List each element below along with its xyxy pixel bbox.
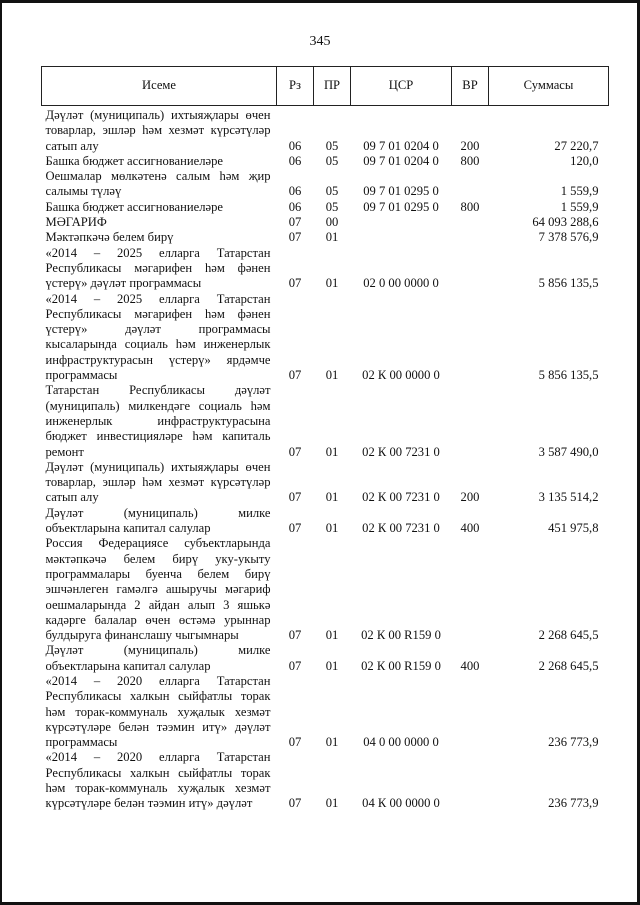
row-pr: 01 xyxy=(325,735,339,750)
row-pr: 01 xyxy=(325,230,339,245)
header-name: Исеме xyxy=(42,67,277,106)
row-rz: 06 xyxy=(288,153,302,168)
row-rz: 07 xyxy=(288,215,302,230)
row-name: «2014 – 2020 елларга Татарстан Республикасы халкын сыйфатлы торак һәм торак-коммуналь хуҗалык хезмәт күрсәтүләре белән тәэмин итү» дәүләт программасы xyxy=(45,673,271,750)
row-vr xyxy=(452,674,489,750)
row-csr: 02 К 00 7231 0 xyxy=(362,521,440,536)
table-row xyxy=(42,460,609,506)
row-csr: 02 К 00 7231 0 xyxy=(362,444,440,459)
row-sum: 1 559,9 xyxy=(560,199,599,214)
row-rz: 07 xyxy=(288,796,302,811)
table-row xyxy=(42,154,609,169)
row-csr: 09 7 01 0204 0 xyxy=(363,153,439,168)
header-csr: ЦСР xyxy=(351,67,452,106)
row-vr: 800 xyxy=(460,153,480,168)
header-rz: Рз xyxy=(277,67,314,106)
table-row xyxy=(42,215,609,230)
row-name: Дәүләт (муниципаль) ихтыяҗлары өчен товарлар, эшләр һәм хезмәт күрсәтүләр сатып алу xyxy=(45,459,271,505)
row-vr xyxy=(452,230,489,245)
row-name: Башка бюджет ассигнованиеләре xyxy=(45,199,223,214)
table-row xyxy=(42,674,609,750)
row-pr: 00 xyxy=(325,215,339,230)
row-csr: 09 7 01 0295 0 xyxy=(363,199,439,214)
row-vr: 400 xyxy=(460,658,480,673)
row-pr: 01 xyxy=(325,521,339,536)
row-pr: 05 xyxy=(325,199,339,214)
row-name: Оешмалар мөлкәтенә салым һәм җир салымы түләү xyxy=(45,169,271,199)
table-row xyxy=(42,750,609,811)
table-row xyxy=(42,169,609,200)
row-vr: 800 xyxy=(460,199,480,214)
row-vr xyxy=(452,246,489,292)
header-vr: ВР xyxy=(452,67,489,106)
table-row xyxy=(42,383,609,459)
header-pr: ПР xyxy=(314,67,351,106)
row-rz: 07 xyxy=(288,658,302,673)
row-rz: 07 xyxy=(288,521,302,536)
row-name: МӘГАРИФ xyxy=(45,215,107,230)
row-vr xyxy=(452,383,489,459)
row-name: Башка бюджет ассигнованиеләре xyxy=(45,153,223,168)
row-rz: 07 xyxy=(288,276,302,291)
row-vr: 200 xyxy=(460,490,480,505)
row-sum: 64 093 288,6 xyxy=(532,215,599,230)
row-vr: 200 xyxy=(460,138,480,153)
row-pr: 05 xyxy=(325,184,339,199)
table-row xyxy=(42,292,609,384)
header-sum: Суммасы xyxy=(489,67,609,106)
row-sum: 236 773,9 xyxy=(548,796,599,811)
row-rz: 07 xyxy=(288,368,302,383)
row-csr: 02 К 00 R159 0 xyxy=(361,658,441,673)
row-pr: 01 xyxy=(325,368,339,383)
header-row xyxy=(42,67,609,106)
row-csr: 02 0 00 0000 0 xyxy=(363,276,439,291)
scan-border-top xyxy=(0,0,640,3)
row-pr: 01 xyxy=(325,490,339,505)
row-csr: 02 К 00 R159 0 xyxy=(361,628,441,643)
row-name: Дәүләт (муниципаль) милке объектларына капитал салулар xyxy=(45,643,271,673)
row-name: «2014 – 2025 елларга Татарстан Республикасы мәгарифен һәм фәнен үстерү» дәүләт программасы кысаларында социаль һәм инженерлык инфраструктурасын үстерү» ярдәмче программасы xyxy=(45,291,271,383)
table-row xyxy=(42,106,609,154)
row-csr: 09 7 01 0295 0 xyxy=(363,184,439,199)
row-sum: 2 268 645,5 xyxy=(538,658,599,673)
table-body xyxy=(42,106,609,812)
row-pr: 01 xyxy=(325,658,339,673)
row-sum: 236 773,9 xyxy=(548,735,599,750)
row-name: Татарстан Республикасы дәүләт (муниципаль) милкендәге социаль һәм инженерлык инфраструктурасына бюджет инвестицияләре һәм капиталь ремонт xyxy=(45,383,271,459)
row-rz: 06 xyxy=(288,138,302,153)
row-sum: 27 220,7 xyxy=(554,138,599,153)
row-rz: 07 xyxy=(288,230,302,245)
row-vr xyxy=(452,536,489,643)
row-name: Мәктәпкәчә белем бирү xyxy=(45,230,174,245)
table-row xyxy=(42,643,609,674)
row-csr: 04 К 00 0000 0 xyxy=(362,796,440,811)
row-sum: 3 587 490,0 xyxy=(538,444,599,459)
row-pr: 01 xyxy=(325,628,339,643)
row-pr: 01 xyxy=(325,276,339,291)
row-csr: 09 7 01 0204 0 xyxy=(363,138,439,153)
row-rz: 07 xyxy=(288,444,302,459)
row-pr: 01 xyxy=(325,444,339,459)
row-vr xyxy=(452,215,489,230)
row-csr: 02 К 00 0000 0 xyxy=(362,368,440,383)
row-name: «2014 – 2025 елларга Татарстан Республикасы мәгарифен һәм фәнен үстерү» дәүләт программасы xyxy=(45,245,271,291)
row-sum: 7 378 576,9 xyxy=(538,230,599,245)
row-pr: 05 xyxy=(325,153,339,168)
budget-table xyxy=(41,66,609,812)
row-pr: 05 xyxy=(325,138,339,153)
row-name: Дәүләт (муниципаль) ихтыяҗлары өчен товарлар, эшләр һәм хезмәт күрсәтүләр сатып алу xyxy=(45,108,271,153)
table-row xyxy=(42,200,609,215)
table-row xyxy=(42,230,609,245)
row-vr xyxy=(452,169,489,200)
row-csr: 04 0 00 0000 0 xyxy=(363,735,439,750)
row-vr xyxy=(452,750,489,811)
scan-border-left xyxy=(0,0,2,905)
row-name: Дәүләт (муниципаль) милке объектларына капитал салулар xyxy=(45,505,271,536)
row-sum: 5 856 135,5 xyxy=(538,276,599,291)
row-name: Россия Федерациясе субъектларында мәктәпкәчә белем бирү уку-укыту программалары буенча белем бирү эшчәнлеген гамәлгә ашыручы мәгариф оешмаларында 2 айдан алып 3 яшькә кадәрге балалар өчен өстәмә урыннар булдыруга финанслашу чыгымнары xyxy=(45,536,271,643)
table-row xyxy=(42,506,609,537)
page-number: 345 xyxy=(309,34,331,49)
row-pr: 01 xyxy=(325,796,339,811)
row-rz: 07 xyxy=(288,490,302,505)
row-vr: 400 xyxy=(460,521,480,536)
row-rz: 07 xyxy=(288,735,302,750)
row-rz: 07 xyxy=(288,628,302,643)
table-header xyxy=(42,67,609,106)
row-sum: 451 975,8 xyxy=(548,521,599,536)
row-sum: 3 135 514,2 xyxy=(538,490,599,505)
row-csr xyxy=(351,215,452,230)
row-csr: 02 К 00 7231 0 xyxy=(362,490,440,505)
row-sum: 120,0 xyxy=(570,153,599,168)
row-rz: 06 xyxy=(288,184,302,199)
table-row xyxy=(42,246,609,292)
row-rz: 06 xyxy=(288,199,302,214)
row-csr xyxy=(351,230,452,245)
row-name: «2014 – 2020 елларга Татарстан Республикасы халкын сыйфатлы торак һәм торак-коммуналь хуҗалык хезмәт күрсәтүләре белән тәэмин итү» дәүләт xyxy=(45,750,271,811)
row-sum: 1 559,9 xyxy=(560,184,599,199)
row-sum: 5 856 135,5 xyxy=(538,368,599,383)
row-vr xyxy=(452,292,489,384)
row-sum: 2 268 645,5 xyxy=(538,628,599,643)
table-row xyxy=(42,536,609,643)
